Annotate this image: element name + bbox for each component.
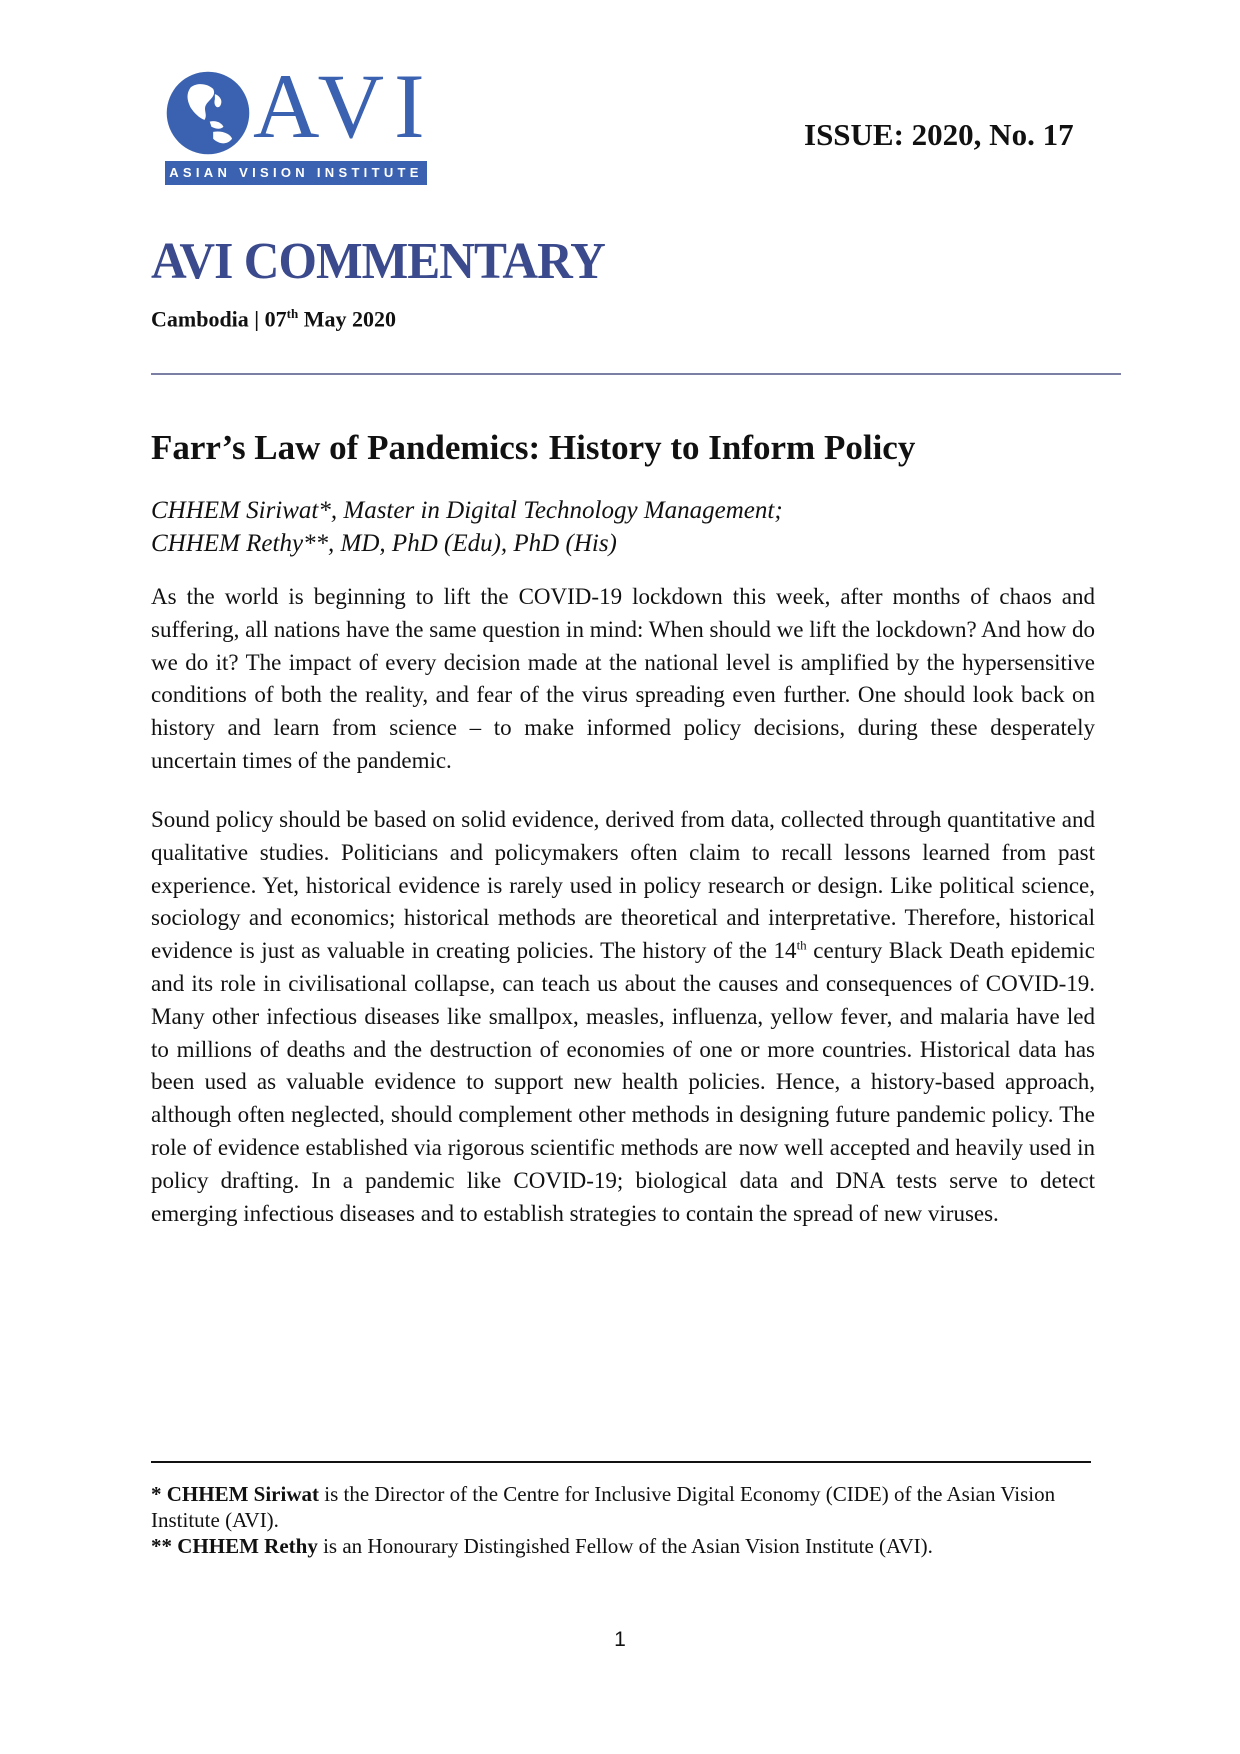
footnote [151,1481,1095,1533]
page-number: 1 [614,1628,626,1651]
logo-letters: AVI [253,55,435,157]
date-day: 07 [264,306,287,332]
author-list [151,494,783,560]
document-type-heading: AVI COMMENTARY [151,233,605,290]
paragraph-text: century Black Death epidemic and its role in civilisational collapse, can teach us about the causes and consequences of COVID-19. Many other infectious diseases like smallpox, measles, influenza, yellow fever, and malaria have led to millions of deaths and the destruction of economies of one or more countries. Historical data has been used as valuable evidence to support new health policies. Hence, a history-based approach, although often neglected, should complement other methods in designing future pandemic policy. The role of evidence established via rigorous scientific methods are now well accepted and heavily used in policy drafting. In a pandemic like COVID-19; biological data and DNA tests serve to detect emerging infectious diseases and to establish strategies to contain the spread of new viruses. [151,938,1095,1226]
footnote-name: CHHEM Siriwat [166,1482,319,1506]
avi-logo [165,55,435,184]
dateline [151,306,396,332]
footnote-name: CHHEM Rethy [177,1534,318,1558]
logo-tagline: ASIAN VISION INSTITUTE [165,161,427,185]
footnote-text: is the Director of the Centre for Inclusive Digital Economy (CIDE) of the Asian Vision Institute (AVI). [151,1482,1056,1532]
footnote-divider [151,1461,1091,1463]
header-divider [151,373,1121,375]
article-title: Farr’s Law of Pandemics: History to Inform Policy [151,428,916,467]
footnote-marker: ** [151,1534,178,1558]
globe-icon [165,70,251,156]
footnote [151,1533,1095,1559]
ordinal-suffix: th [796,937,807,953]
issue-number: ISSUE: 2020, No. 17 [804,117,1074,152]
footnote-marker: * [151,1482,167,1506]
author-line: CHHEM Rethy**, MD, PhD (Edu), PhD (His) [151,530,617,557]
footnotes [151,1481,1095,1559]
author-line: CHHEM Siriwat*, Master in Digital Technology Management; [151,497,783,524]
date-day-suffix: th [286,306,299,321]
date-month-year: May 2020 [298,306,396,332]
location: Cambodia | [151,306,265,332]
body-paragraph [151,804,1095,1230]
paragraph-text: Sound policy should be based on solid evidence, derived from data, collected through quantitative and qualitative studies. Politicians and policymakers often claim to recall lessons learned from past experience. Yet, historical evidence is rarely used in policy research or design. Like political science, sociology and economics; historical methods are theoretical and interpretative. Therefore, historical evidence is just as valuable in creating policies. The history of the 14 [151,807,1095,964]
footnote-text: is an Honourary Distingished Fellow of the Asian Vision Institute (AVI). [317,1534,933,1558]
body-paragraph: As the world is beginning to lift the COVID-19 lockdown this week, after months of chaos and suffering, all nations have the same question in mind: When should we lift the lockdown? And how do we do it? The impact of every decision made at the national level is amplified by the hypersensitive conditions of both the reality, and fear of the virus spreading even further. One should look back on history and learn from science – to make informed policy decisions, during these desperately uncertain times of the pandemic. [151,584,1095,773]
